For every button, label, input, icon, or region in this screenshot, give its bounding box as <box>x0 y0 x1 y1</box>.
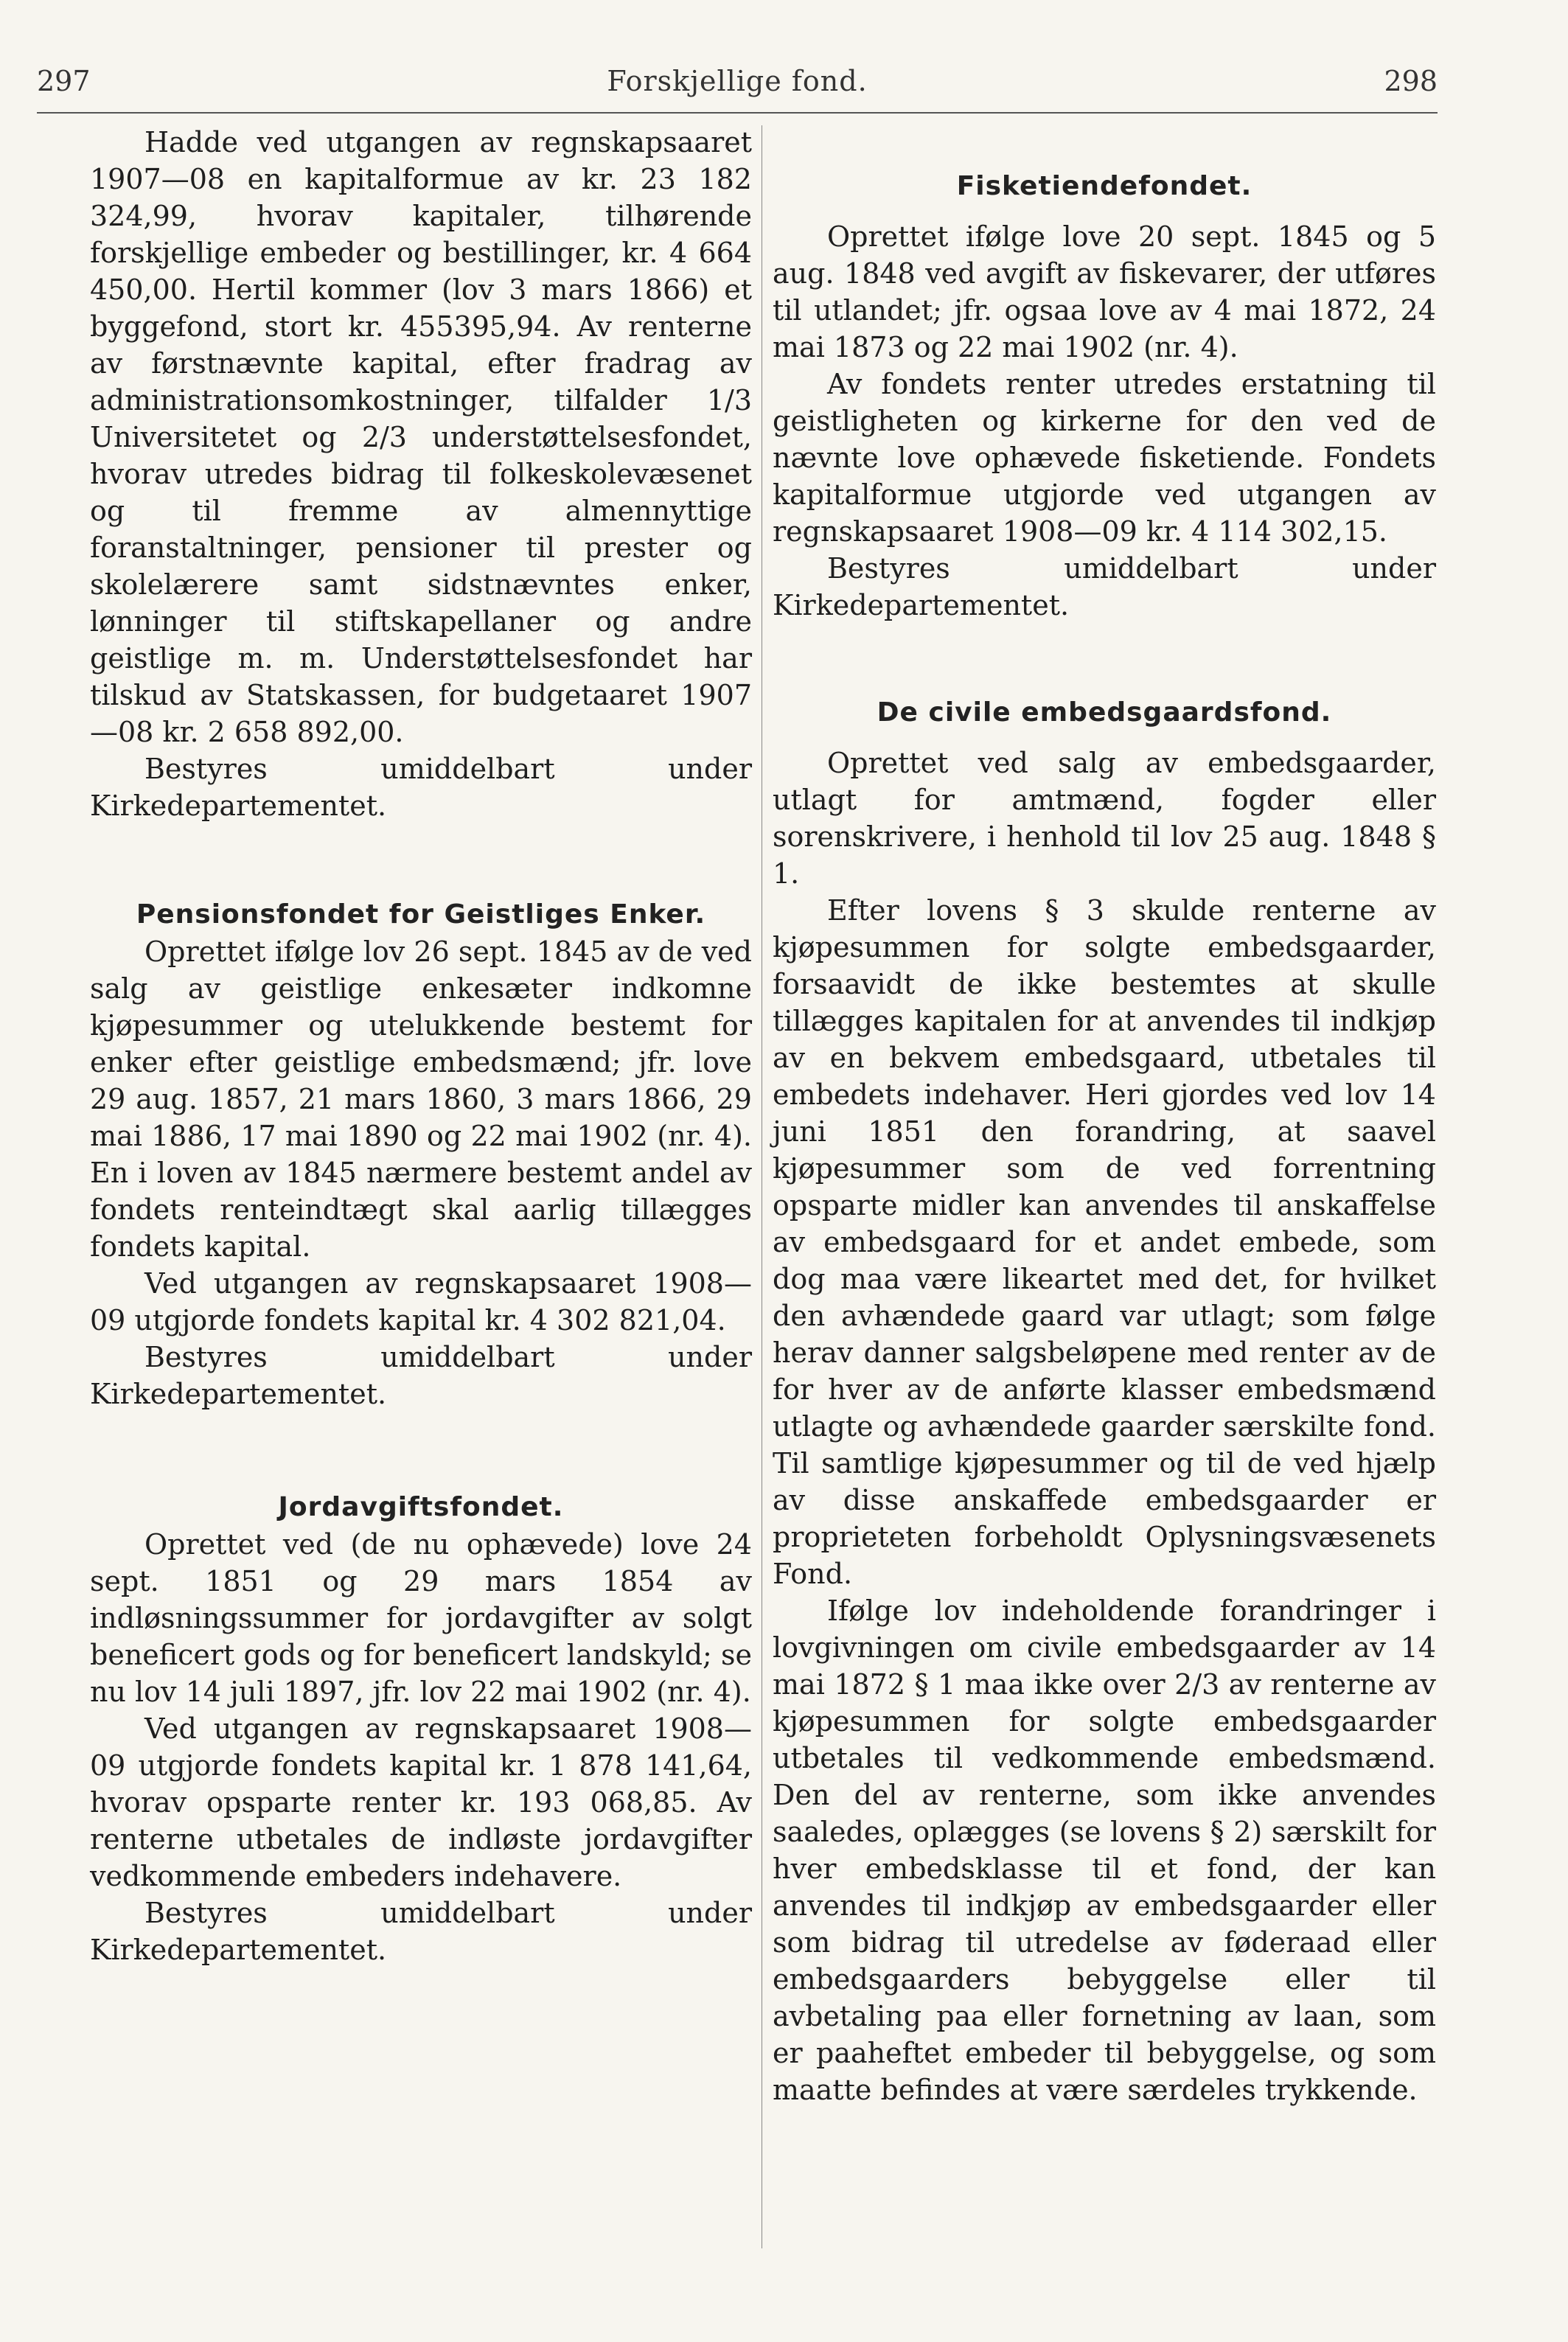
civile-paragraph-2: Efter lovens § 3 skulde renterne av kjøpesummen for solgte embedsgaarder, forsaavidt de ikke bestemtes at skulle tillægges kapitalen for at anvendes til indkjøp av en bekvem embedsgaard, utbetales til embedets indehaver. Heri gjordes ved lov 14 juni 1851 den forandring, at saavel kjøpesummer som de ved forrentning opsparte midler kan anvendes til anskaffelse av embedsgaard for et andet embede, som dog maa være likeartet med det, for hvilket den avhændede gaard var utlagt; som følge herav danner salgsbeløpene med renter av de for hver av de anførte klasser embedsmænd utlagte og avhændede gaarder særskilte fond. Til samtlige kjøpesummer og til de ved hjælp av disse anskaffede embedsgaarder er proprieteten forbeholdt Oplysningsvæsenets Fond. <box>773 894 1436 1590</box>
pensionsfondet-paragraph-1: Oprettet ifølge lov 26 sept. 1845 av de ved salg av geistlige enkesæter indkomne kjøpesummer og utelukkende bestemt for enker efter geistlige embedsmænd; jfr. love 29 aug. 1857, 21 mars 1860, 3 mars 1866, 29 mai 1886, 17 mai 1890 og 22 mai 1902 (nr. 4). En i loven av 1845 nærmere bestemt andel av fondets renteindtægt skal aarlig tillægges fondets kapital. <box>90 935 752 1263</box>
right-column <box>773 124 1436 2108</box>
running-title: Forskjellige fond. <box>607 65 868 97</box>
fisketiendefondet-administration: Bestyres umiddelbart under Kirkedepartementet. <box>773 552 1436 621</box>
left-column <box>90 124 752 1968</box>
page-number-right: 298 <box>1384 65 1438 97</box>
heading-pensionsfondet: Pensionsfondet for Geistliges Enker. <box>136 899 706 930</box>
fisketiendefondet-paragraph-2: Av fondets renter utredes erstatning til geistligheten og kirkerne for den ved de nævnte love ophævede fisketiende. Fondets kapitalformue utgjorde ved utgangen av regnskapsaaret 1908—09 kr. 4 114 302,15. <box>773 368 1436 548</box>
heading-fisketiendefondet: Fisketiendefondet. <box>956 171 1252 201</box>
page-header <box>37 65 1438 109</box>
civile-paragraph-3: Ifølge lov indeholdende forandringer i lovgivningen om civile embedsgaarder av 14 mai 1872 § 1 maa ikke over 2/3 av renterne av kjøpesummen for solgte embedsgaarder utbetales til vedkommende embedsmænd. Den del av renterne, som ikke anvendes saaledes, oplægges (se lovens § 2) særskilt for hver embedsklasse til et fond, der kan anvendes til indkjøp av embedsgaarder eller som bidrag til utredelse av føderaad eller embedsgaarders bebyggelse eller til avbetaling paa eller fornetning av laan, som er paaheftet embeder til bebyggelse, og som maatte befindes at være særdeles trykkende. <box>773 1595 1436 2106</box>
intro-administration: Bestyres umiddelbart under Kirkedepartementet. <box>90 753 752 822</box>
pensionsfondet-paragraph-2: Ved utgangen av regnskapsaaret 1908—09 utgjorde fondets kapital kr. 4 302 821,04. <box>90 1267 752 1336</box>
fisketiendefondet-paragraph-1: Oprettet ifølge love 20 sept. 1845 og 5 aug. 1848 ved avgift av fiskevarer, der utføres til utlandet; jfr. ogsaa love av 4 mai 1872, 24 mai 1873 og 22 mai 1902 (nr. 4). <box>773 220 1436 363</box>
pensionsfondet-administration: Bestyres umiddelbart under Kirkedepartementet. <box>90 1341 752 1410</box>
civile-paragraph-1: Oprettet ved salg av embedsgaarder, utlagt for amtmænd, fogder eller sorenskrivere, i henhold til lov 25 aug. 1848 § 1. <box>773 747 1436 890</box>
heading-jordavgiftsfondet: Jordavgiftsfondet. <box>278 1492 564 1522</box>
jordavgiftsfondet-administration: Bestyres umiddelbart under Kirkedepartementet. <box>90 1897 752 1966</box>
intro-paragraph: Hadde ved utgangen av regnskapsaaret 1907—08 en kapitalformue av kr. 23 182 324,99, hvorav kapitaler, tilhørende forskjellige embeder og bestillinger, kr. 4 664 450,00. Hertil kommer (lov 3 mars 1866) et byggefond, stort kr. 455395,94. Av renterne av førstnævnte kapital, efter fradrag av administrationsomkostninger, tilfalder 1/3 Universitetet og 2/3 understøttelsesfondet, hvorav utredes bidrag til folkeskolevæsenet og til fremme av almennyttige foranstaltninger, pensioner til prester og skolelærere samt sidstnævntes enker, lønninger til stiftskapellaner og andre geistlige m. m. Understøttelsesfondet har tilskud av Statskassen, for budgetaaret 1907—08 kr. 2 658 892,00. <box>90 126 752 748</box>
heading-civile-embedsgaardsfond: De civile embedsgaardsfond. <box>877 697 1332 728</box>
header-rule <box>37 112 1438 114</box>
jordavgiftsfondet-paragraph-1: Oprettet ved (de nu ophævede) love 24 sept. 1851 og 29 mars 1854 av indløsningssummer for jordavgifter av solgt beneficert gods og for beneficert landskyld; se nu lov 14 juli 1897, jfr. lov 22 mai 1902 (nr. 4). <box>90 1528 752 1708</box>
page-number-left: 297 <box>37 65 91 97</box>
jordavgiftsfondet-paragraph-2: Ved utgangen av regnskapsaaret 1908—09 utgjorde fondets kapital kr. 1 878 141,64, hvorav opsparte renter kr. 193 068,85. Av renterne utbetales de indløste jordavgifter vedkommende embeders indehavere. <box>90 1712 752 1892</box>
